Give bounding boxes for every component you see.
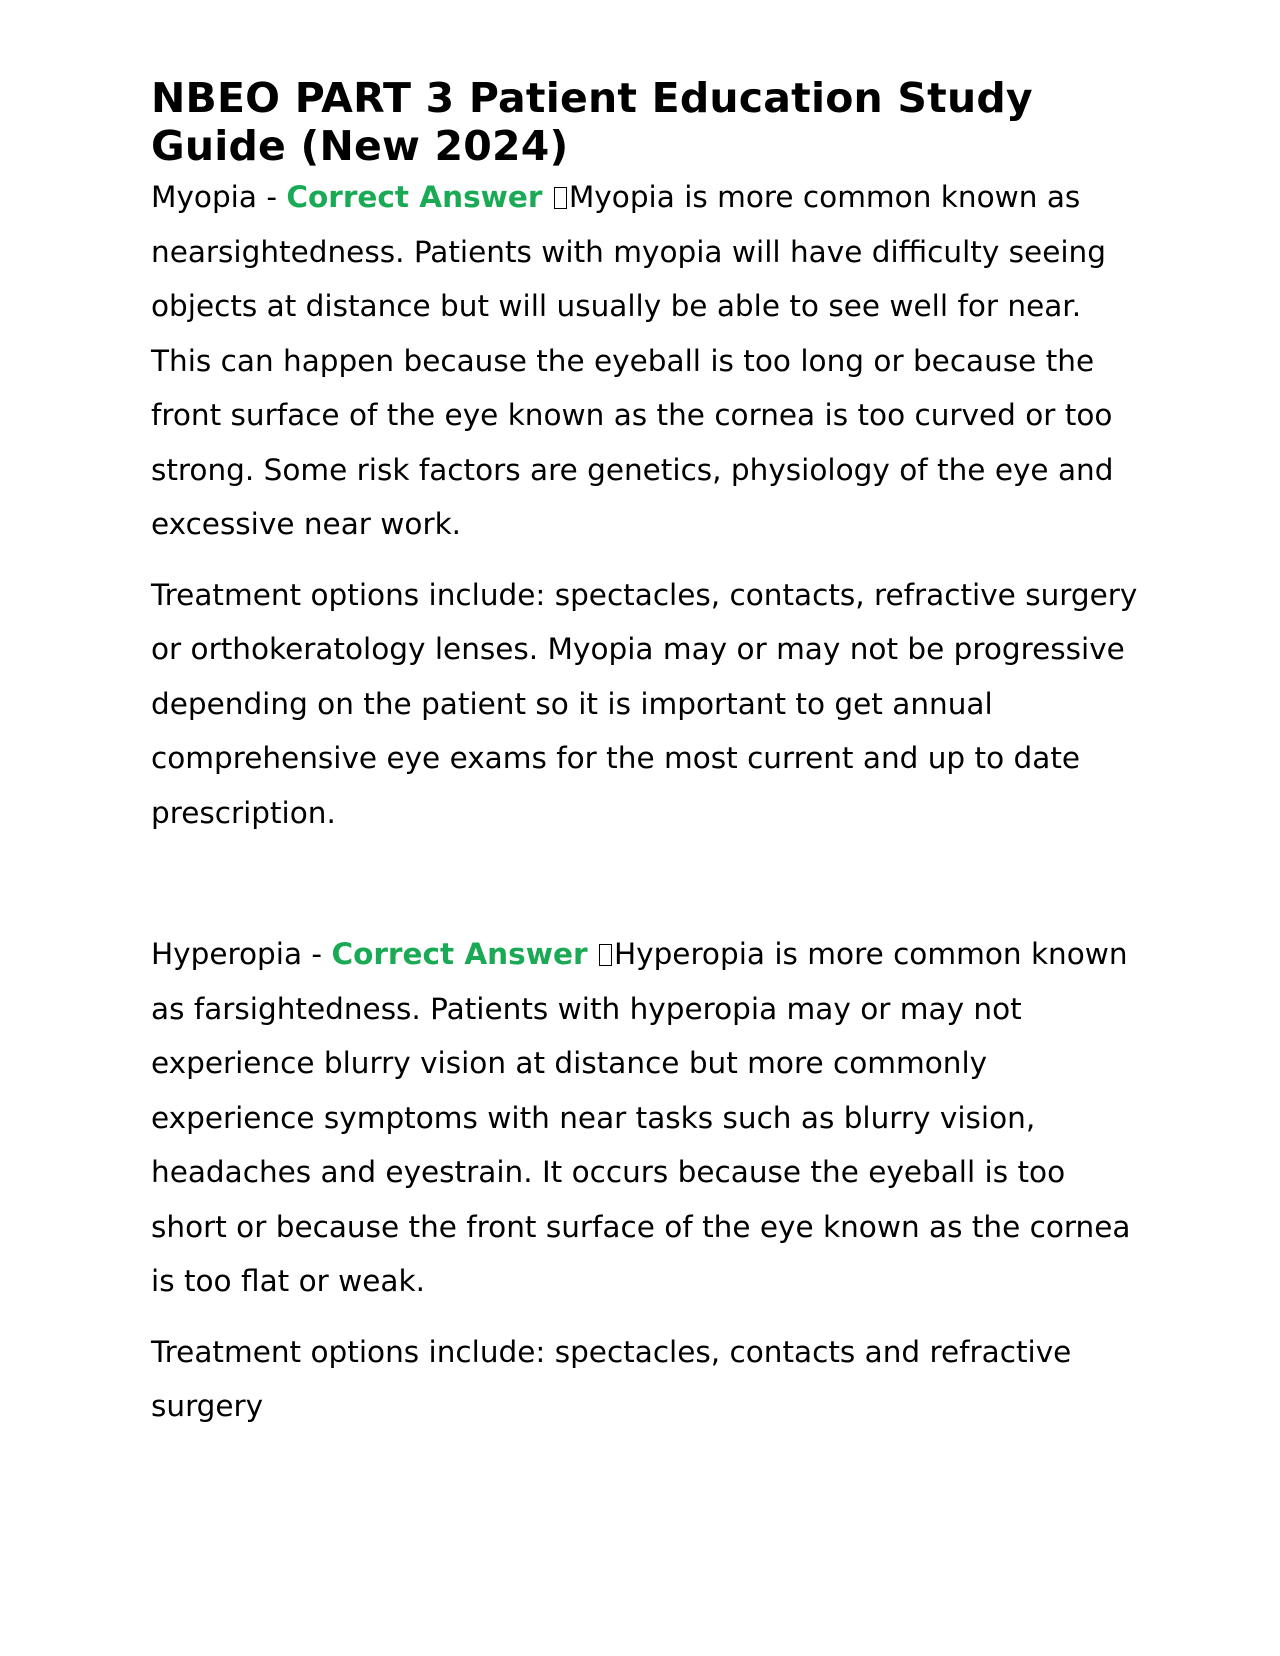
- document-page: [151, 74, 1141, 1434]
- entry-definition: Myopia is more common known as nearsightedness. Patients with myopia will have difficulty seeing objects at distance but will usually be able to see well for near. This can happen because the eyeball is too long or because the front surface of the eye known as the cornea is too curved or too strong. Some risk factors are genetics, physiology of the eye and excessive near work.: [151, 180, 1114, 541]
- term-separator: -: [302, 937, 332, 971]
- entry-hyperopia: [151, 927, 1141, 1434]
- correct-answer-label: Correct Answer: [331, 937, 588, 971]
- correct-answer-label: Correct Answer: [286, 180, 543, 214]
- entry-paragraph: [151, 170, 1141, 552]
- entry-myopia: [151, 170, 1141, 840]
- entry-term: Hyperopia: [151, 937, 303, 971]
- entry-definition: Hyperopia is more common known as farsightedness. Patients with hyperopia may or may not experience blurry vision at distance but more commonly experience symptoms with near tasks such as blurry vision, headaches and eyestrain. It occurs because the eyeball is too short or because the front surface of the eye known as the cornea is too flat or weak.: [151, 937, 1131, 1298]
- missing-glyph-icon: [554, 187, 567, 209]
- entry-paragraph: [151, 927, 1141, 1309]
- treatment-paragraph: Treatment options include: spectacles, contacts and refractive surgery: [151, 1334, 1072, 1423]
- entry-term: Myopia: [151, 180, 257, 214]
- document-title: NBEO PART 3 Patient Education Study Guide (New 2024): [151, 74, 1033, 170]
- missing-glyph-icon: [599, 944, 612, 966]
- treatment-paragraph: Treatment options include: spectacles, contacts, refractive surgery or orthokeratology lenses. Myopia may or may not be progressive depending on the patient so it is important to get annual comprehensive eye exams for the most current and up to date prescription.: [151, 577, 1138, 830]
- term-separator: -: [256, 180, 287, 214]
